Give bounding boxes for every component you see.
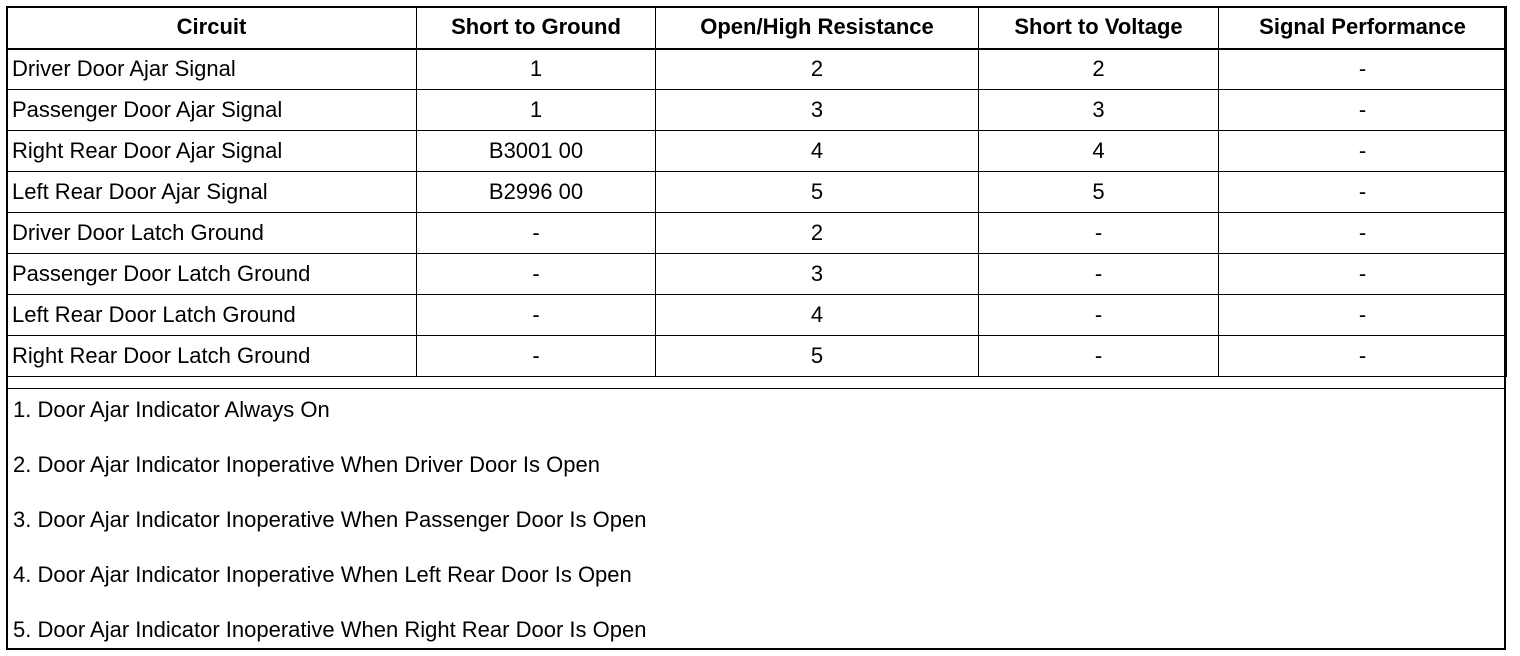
table-header-row <box>7 7 1507 49</box>
cell-signal-performance: - <box>1219 213 1507 254</box>
cell-circuit: Right Rear Door Latch Ground <box>7 336 417 377</box>
cell-open-high-resistance: 2 <box>656 213 979 254</box>
table-row <box>7 336 1507 377</box>
cell-circuit: Left Rear Door Ajar Signal <box>7 172 417 213</box>
cell-short-to-voltage: - <box>979 295 1219 336</box>
table-row <box>7 131 1507 172</box>
cell-open-high-resistance: 3 <box>656 90 979 131</box>
cell-open-high-resistance: 4 <box>656 131 979 172</box>
cell-short-to-ground: - <box>417 254 656 295</box>
header-short-to-voltage: Short to Voltage <box>979 7 1219 49</box>
note-3: 3. Door Ajar Indicator Inoperative When Passenger Door Is Open <box>13 507 647 532</box>
header-open-high-resistance: Open/High Resistance <box>656 7 979 49</box>
cell-short-to-ground: - <box>417 336 656 377</box>
cell-short-to-ground: - <box>417 295 656 336</box>
notes-section <box>8 388 1504 648</box>
table-row <box>7 49 1507 90</box>
note-1: 1. Door Ajar Indicator Always On <box>13 397 330 422</box>
note-5: 5. Door Ajar Indicator Inoperative When Right Rear Door Is Open <box>13 617 647 642</box>
cell-signal-performance: - <box>1219 336 1507 377</box>
cell-short-to-ground: 1 <box>417 90 656 131</box>
cell-short-to-voltage: - <box>979 336 1219 377</box>
table-row <box>7 295 1507 336</box>
cell-signal-performance: - <box>1219 254 1507 295</box>
header-short-to-ground: Short to Ground <box>417 7 656 49</box>
note-4: 4. Door Ajar Indicator Inoperative When Left Rear Door Is Open <box>13 562 632 587</box>
cell-open-high-resistance: 5 <box>656 336 979 377</box>
cell-signal-performance: - <box>1219 49 1507 90</box>
cell-open-high-resistance: 3 <box>656 254 979 295</box>
cell-short-to-voltage: 3 <box>979 90 1219 131</box>
header-signal-performance: Signal Performance <box>1219 7 1507 49</box>
cell-short-to-voltage: - <box>979 254 1219 295</box>
cell-short-to-voltage: 2 <box>979 49 1219 90</box>
cell-open-high-resistance: 2 <box>656 49 979 90</box>
note-2: 2. Door Ajar Indicator Inoperative When Driver Door Is Open <box>13 452 600 477</box>
cell-circuit: Right Rear Door Ajar Signal <box>7 131 417 172</box>
cell-signal-performance: - <box>1219 131 1507 172</box>
cell-circuit: Passenger Door Latch Ground <box>7 254 417 295</box>
table-row <box>7 254 1507 295</box>
cell-signal-performance: - <box>1219 295 1507 336</box>
table-row <box>7 172 1507 213</box>
cell-circuit: Passenger Door Ajar Signal <box>7 90 417 131</box>
cell-short-to-voltage: 4 <box>979 131 1219 172</box>
cell-circuit: Driver Door Ajar Signal <box>7 49 417 90</box>
header-circuit: Circuit <box>7 7 417 49</box>
cell-circuit: Driver Door Latch Ground <box>7 213 417 254</box>
cell-short-to-voltage: 5 <box>979 172 1219 213</box>
cell-short-to-voltage: - <box>979 213 1219 254</box>
circuit-diagnostic-table <box>6 6 1507 377</box>
cell-short-to-ground: B3001 00 <box>417 131 656 172</box>
cell-short-to-ground: - <box>417 213 656 254</box>
cell-open-high-resistance: 4 <box>656 295 979 336</box>
table-row <box>7 90 1507 131</box>
cell-circuit: Left Rear Door Latch Ground <box>7 295 417 336</box>
cell-signal-performance: - <box>1219 90 1507 131</box>
cell-short-to-ground: 1 <box>417 49 656 90</box>
cell-short-to-ground: B2996 00 <box>417 172 656 213</box>
cell-open-high-resistance: 5 <box>656 172 979 213</box>
table-row <box>7 213 1507 254</box>
cell-signal-performance: - <box>1219 172 1507 213</box>
